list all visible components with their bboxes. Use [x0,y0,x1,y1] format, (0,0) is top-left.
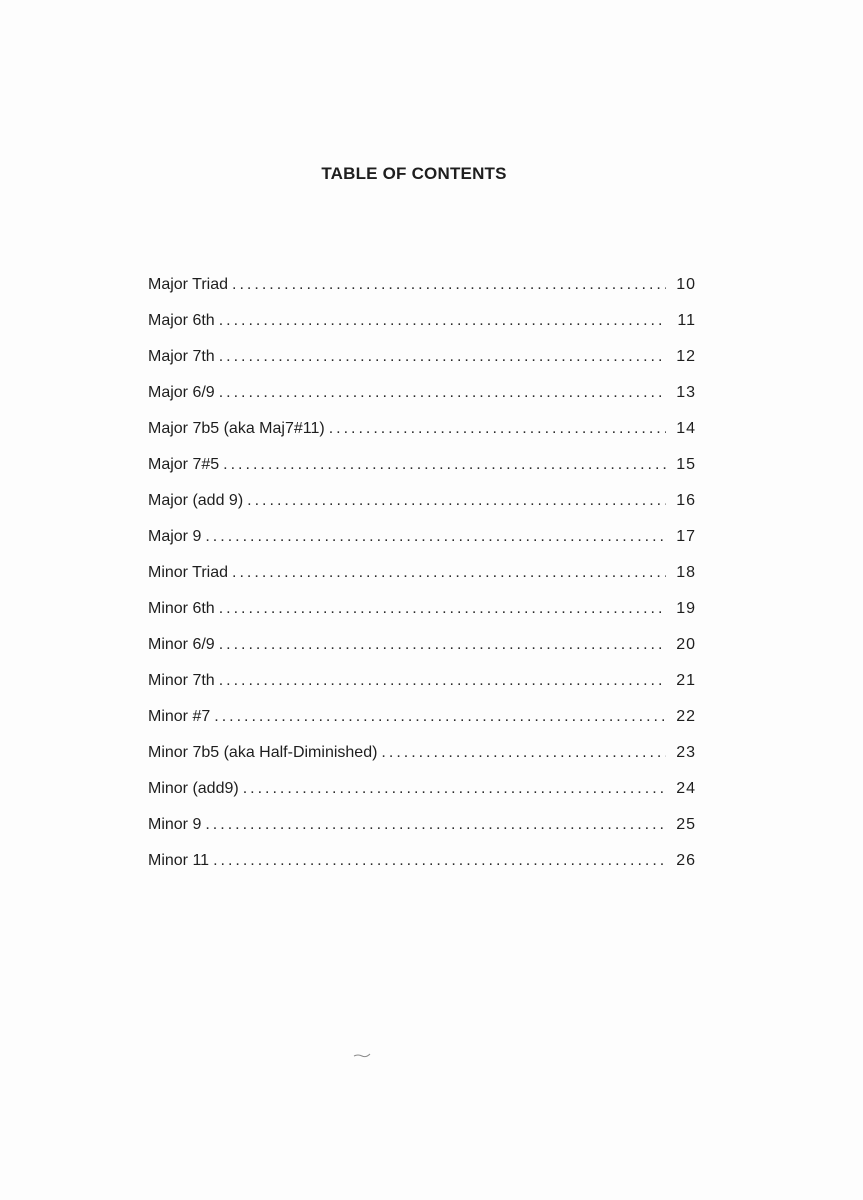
dot-leader [219,303,666,339]
dot-leader [329,411,666,447]
toc-entry [148,663,696,699]
toc-entry-page: 15 [676,456,696,473]
dot-leader [247,483,666,519]
toc-entry [148,735,696,771]
toc-entry-label: Major 7#5 [148,456,220,473]
toc-entry [148,807,696,843]
dot-leader [232,555,666,591]
toc-entry-page: 26 [676,852,696,869]
toc-entry [148,303,696,339]
toc-entry-label: Major 6/9 [148,384,215,401]
toc-entry [148,411,696,447]
dot-leader [219,591,666,627]
toc-entry-page: 18 [676,564,696,581]
toc-entry-page: 25 [676,816,696,833]
toc-entry-label: Minor Triad [148,564,229,581]
dot-leader [205,807,666,843]
toc-entry-label: Major 7th [148,348,215,365]
dot-leader [214,699,666,735]
toc-entry [148,483,696,519]
toc-entry [148,267,696,303]
toc-entry-label: Minor 7b5 (aka Half-Diminished) [148,744,378,761]
dot-leader [243,771,666,807]
page-title: TABLE OF CONTENTS [321,164,507,183]
toc-entry-label: Minor 11 [148,852,210,869]
toc-entry-label: Minor 6th [148,600,215,617]
toc-entry-page: 21 [676,672,696,689]
toc-entry-page: 17 [676,528,696,545]
toc-entry-label: Minor 7th [148,672,215,689]
dot-leader [232,267,666,303]
toc-entry-label: Major Triad [148,276,229,293]
toc-entry [148,699,696,735]
toc-entry-label: Major 7b5 (aka Maj7#11) [148,420,325,437]
dot-leader [219,627,666,663]
dot-leader [205,519,666,555]
table-of-contents [148,267,696,879]
dot-leader [381,735,666,771]
ink-speck [353,1052,373,1058]
dot-leader [219,339,666,375]
toc-entry [148,447,696,483]
toc-entry-page: 11 [677,312,696,329]
toc-entry-label: Major 9 [148,528,202,545]
toc-entry-label: Minor #7 [148,708,211,725]
dot-leader [213,843,666,879]
toc-entry [148,627,696,663]
toc-entry [148,519,696,555]
toc-entry-page: 12 [676,348,696,365]
toc-entry-page: 23 [676,744,696,761]
toc-entry-page: 19 [676,600,696,617]
toc-entry [148,555,696,591]
dot-leader [219,663,666,699]
toc-entry-page: 16 [676,492,696,509]
toc-entry-page: 10 [676,276,696,293]
toc-entry-label: Minor 6/9 [148,636,215,653]
toc-entry-page: 24 [676,780,696,797]
toc-entry [148,339,696,375]
toc-entry-page: 14 [676,420,696,437]
toc-entry-label: Minor (add9) [148,780,239,797]
toc-entry-page: 22 [676,708,696,725]
toc-entry-label: Major (add 9) [148,492,244,509]
toc-entry [148,843,696,879]
toc-entry [148,591,696,627]
toc-entry-page: 20 [676,636,696,653]
toc-entry [148,771,696,807]
toc-entry-label: Minor 9 [148,816,202,833]
dot-leader [219,375,666,411]
toc-entry-page: 13 [676,384,696,401]
dot-leader [223,447,666,483]
toc-entry [148,375,696,411]
toc-entry-label: Major 6th [148,312,215,329]
